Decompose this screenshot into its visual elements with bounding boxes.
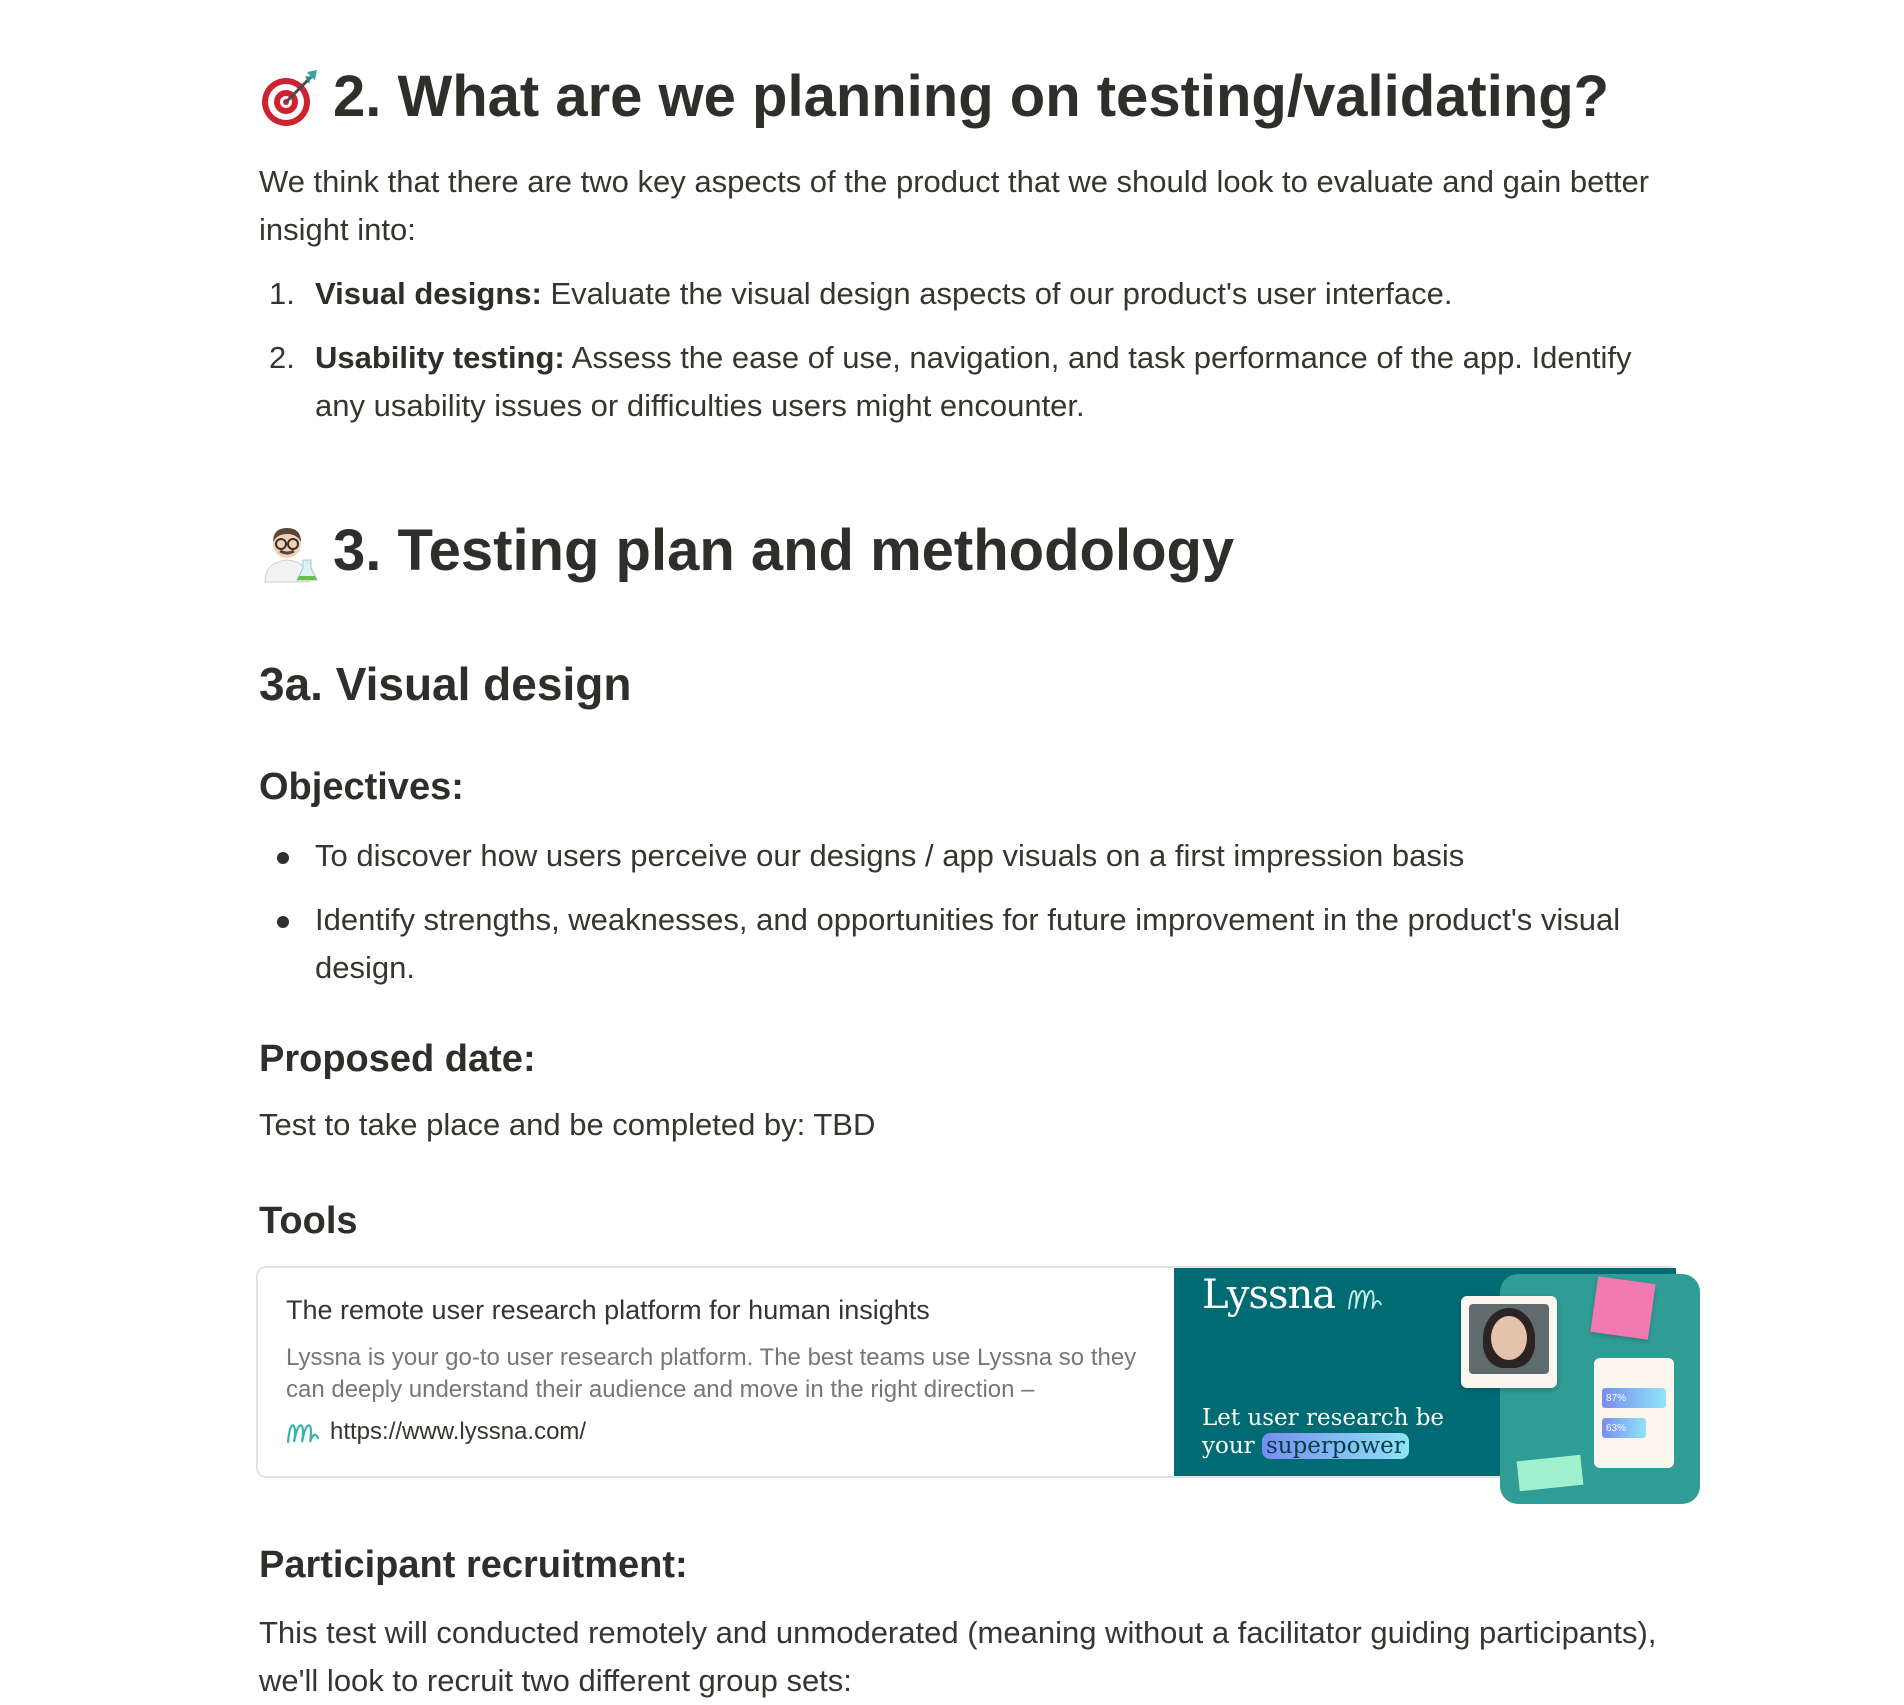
section-2-list [259, 270, 1659, 446]
bullet-icon [277, 916, 289, 928]
bookmark-url-row[interactable] [286, 1418, 1146, 1446]
results-card [1594, 1358, 1674, 1468]
proposed-date-heading: Proposed date: [259, 1038, 536, 1080]
bookmark-text [258, 1268, 1174, 1476]
list-item [259, 832, 1659, 880]
result-bar-1: 87% [1602, 1388, 1666, 1408]
section-2-intro: We think that there are two key aspects of the product that we should look to evaluate and gain better insight into: [259, 164, 1650, 247]
sticky-note [1590, 1276, 1655, 1340]
list-item-text: Evaluate the visual design aspects of our product's user interface. [541, 276, 1453, 311]
bookmark-card[interactable] [256, 1266, 1678, 1478]
participant-recruitment-heading: Participant recruitment: [259, 1544, 688, 1586]
section-3-heading [259, 516, 1234, 586]
list-number: 2. [269, 340, 295, 375]
objectives-list [259, 832, 1659, 1008]
section-2-title: 2. What are we planning on testing/validating? [333, 64, 1610, 129]
photo-inner [1469, 1304, 1549, 1374]
lyssna-squiggle-icon [286, 1418, 320, 1446]
person-photo [1461, 1296, 1557, 1388]
tagline-prefix: Let user research be your [1202, 1405, 1445, 1459]
proposed-date-text: Test to take place and be completed by: TBD [259, 1107, 876, 1142]
list-item [259, 896, 1659, 992]
list-item-text: Identify strengths, weaknesses, and opportunities for future improvement in the product's visual design. [315, 902, 1621, 985]
list-item [259, 334, 1659, 430]
dart-target-icon [259, 66, 321, 128]
lyssna-logo-squiggle-icon [1347, 1283, 1383, 1313]
bookmark-url[interactable]: https://www.lyssna.com/ [330, 1418, 587, 1445]
lyssna-logo-text: Lyssna [1202, 1272, 1336, 1318]
lyssna-logo [1202, 1272, 1383, 1318]
section-3a-heading: 3a. Visual design [259, 658, 632, 710]
bookmark-title: The remote user research platform for human insights [286, 1295, 930, 1325]
scientist-icon [259, 520, 321, 582]
list-item-text: To discover how users perceive our designs / app visuals on a first impression basis [315, 838, 1465, 873]
preview-tagline [1202, 1404, 1462, 1460]
photo-face [1491, 1316, 1527, 1360]
list-item-text: Assess the ease of use, navigation, and task performance of the app. Identify any usability issues or difficulties users might encounter. [315, 340, 1632, 423]
objectives-heading: Objectives: [259, 766, 464, 808]
bookmark-preview-image [1174, 1268, 1676, 1476]
participant-recruitment-text: This test will conducted remotely and unmoderated (meaning without a facilitator guiding participants), we'll look to recruit two different group sets: [259, 1615, 1657, 1698]
bullet-icon [277, 852, 289, 864]
list-item [259, 270, 1659, 318]
bookmark-description: Lyssna is your go-to user research platform. The best teams use Lyssna so they can deeply understand their audience and move in the right direction – [286, 1344, 1137, 1403]
result-bar-2: 63% [1602, 1418, 1646, 1438]
tools-heading: Tools [259, 1200, 358, 1242]
tagline-highlight: superpower [1262, 1433, 1409, 1459]
section-3-title: 3. Testing plan and methodology [333, 518, 1235, 583]
list-number: 1. [269, 276, 295, 311]
section-2-heading [259, 62, 1609, 132]
list-item-label: Visual designs: [315, 276, 542, 311]
list-item-label: Usability testing: [315, 340, 565, 375]
